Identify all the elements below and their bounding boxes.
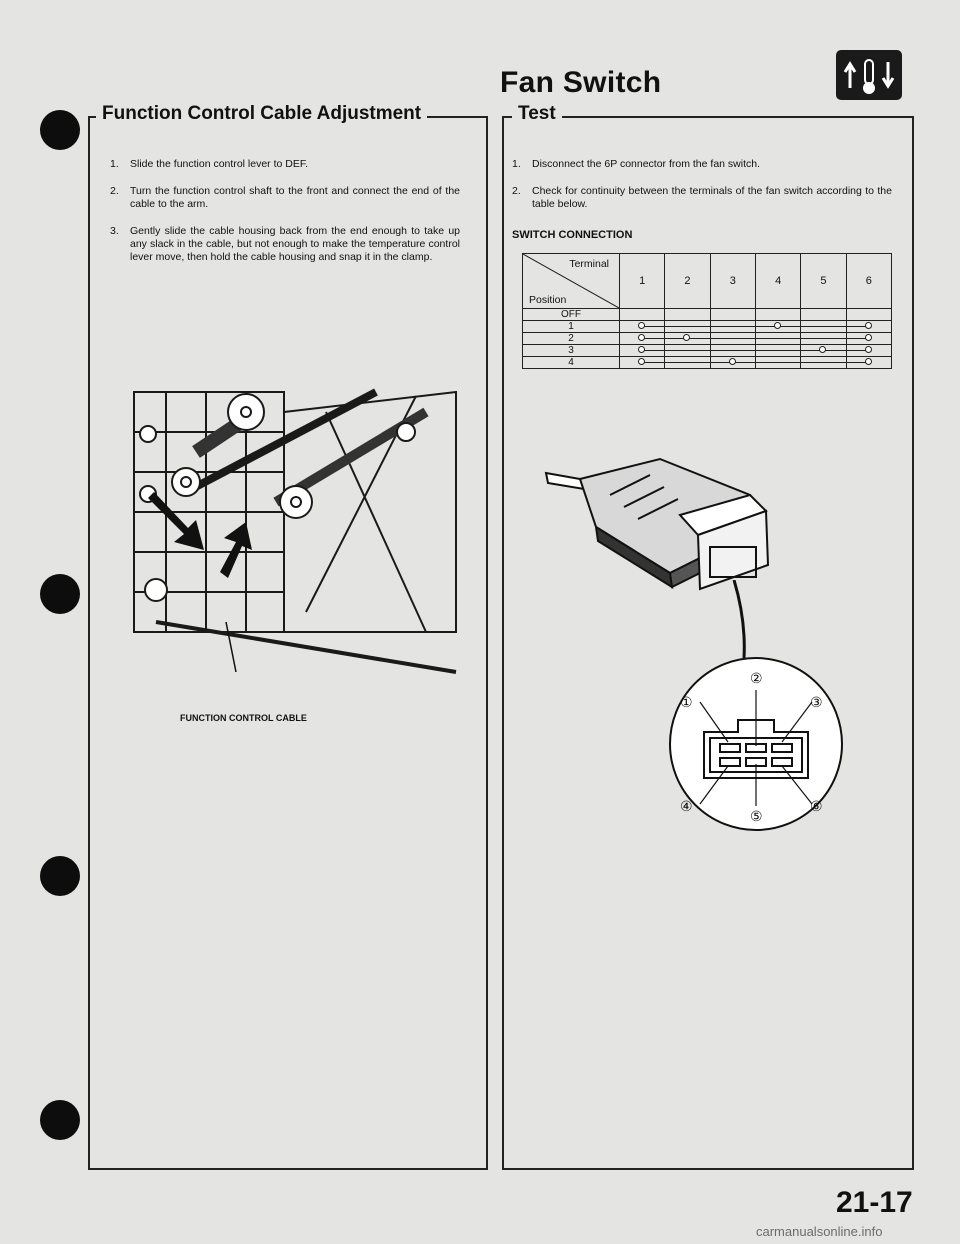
table-corner-cell: Terminal Position: [523, 254, 620, 309]
terminal-4-label: ④: [680, 798, 693, 814]
continuity-line: [642, 350, 664, 351]
terminal-column-header: 1: [620, 254, 665, 309]
continuity-dot: [865, 322, 872, 329]
page-number: 21-17: [836, 1186, 913, 1219]
continuity-line: [642, 338, 664, 339]
continuity-line: [801, 338, 845, 339]
switch-connection-title: SWITCH CONNECTION: [512, 229, 633, 241]
continuity-line: [665, 326, 709, 327]
test-heading: Test: [512, 103, 562, 125]
step-item: 1. Disconnect the 6P connector from the fan switch.: [512, 158, 761, 170]
continuity-dot: [729, 358, 736, 365]
continuity-line: [711, 326, 755, 327]
continuity-line: [711, 350, 755, 351]
position-label: 4: [523, 357, 620, 369]
continuity-dot: [683, 334, 690, 341]
terminal-column-header: 4: [755, 254, 800, 309]
terminal-column-header: 6: [846, 254, 891, 309]
right-steps: [512, 158, 892, 225]
step-item: 1. Slide the function control lever to DEF.: [110, 158, 309, 170]
continuity-dot: [638, 322, 645, 329]
function-control-heading: Function Control Cable Adjustment: [96, 103, 427, 125]
continuity-line: [756, 362, 800, 363]
left-steps: [110, 158, 460, 278]
binder-hole: [40, 1100, 80, 1140]
continuity-line: [756, 350, 800, 351]
continuity-line: [665, 350, 709, 351]
terminal-1-label: ①: [680, 694, 693, 710]
continuity-dot: [865, 334, 872, 341]
continuity-line: [642, 362, 664, 363]
continuity-dot: [774, 322, 781, 329]
terminal-column-header: 2: [665, 254, 710, 309]
binder-hole: [40, 110, 80, 150]
cable-mechanism-illustration: [126, 372, 466, 692]
terminal-2-label: ②: [750, 670, 763, 686]
heater-icon: [836, 50, 902, 100]
connector-lead-line: [730, 580, 760, 660]
continuity-dot: [638, 334, 645, 341]
binder-hole: [40, 856, 80, 896]
table-row: [523, 357, 892, 369]
continuity-dot: [638, 346, 645, 353]
table-row: [523, 333, 892, 345]
continuity-line: [642, 326, 664, 327]
step-item: 2. Turn the function control shaft to the front and connect the end of the cable to the arm.: [110, 185, 460, 210]
position-label: 1: [523, 321, 620, 333]
table-header-row: [523, 254, 892, 309]
binder-hole: [40, 574, 80, 614]
terminal-6-label: ⑥: [810, 798, 823, 814]
continuity-line: [801, 326, 845, 327]
continuity-line: [801, 362, 845, 363]
continuity-dot: [819, 346, 826, 353]
continuity-dot: [638, 358, 645, 365]
table-row: [523, 345, 892, 357]
terminal-column-header: 3: [710, 254, 755, 309]
terminal-3-label: ③: [810, 694, 823, 710]
position-label: 2: [523, 333, 620, 345]
watermark: carmanualsonline.info: [756, 1224, 883, 1239]
terminal-column-header: 5: [801, 254, 846, 309]
terminal-5-label: ⑤: [750, 808, 763, 824]
continuity-line: [756, 338, 800, 339]
step-item: 2. Check for continuity between the terminals of the fan switch according to the table below.: [512, 185, 892, 210]
function-control-cable-label: FUNCTION CONTROL CABLE: [180, 713, 307, 723]
fan-switch-illustration: [540, 455, 780, 595]
switch-connection-table: [522, 253, 892, 369]
position-label: 3: [523, 345, 620, 357]
table-row: [523, 321, 892, 333]
continuity-line: [711, 338, 755, 339]
table-row: [523, 309, 892, 321]
continuity-dot: [865, 358, 872, 365]
continuity-line: [665, 362, 709, 363]
step-item: 3. Gently slide the cable housing back from the end enough to take up any slack in the cable, but not enough to make the temperature control lever move, then hold the cable housing and snap it in the clamp.: [110, 225, 460, 263]
continuity-dot: [865, 346, 872, 353]
page-title: Fan Switch: [500, 66, 662, 99]
table-body: [523, 309, 892, 369]
position-label: OFF: [523, 309, 620, 321]
